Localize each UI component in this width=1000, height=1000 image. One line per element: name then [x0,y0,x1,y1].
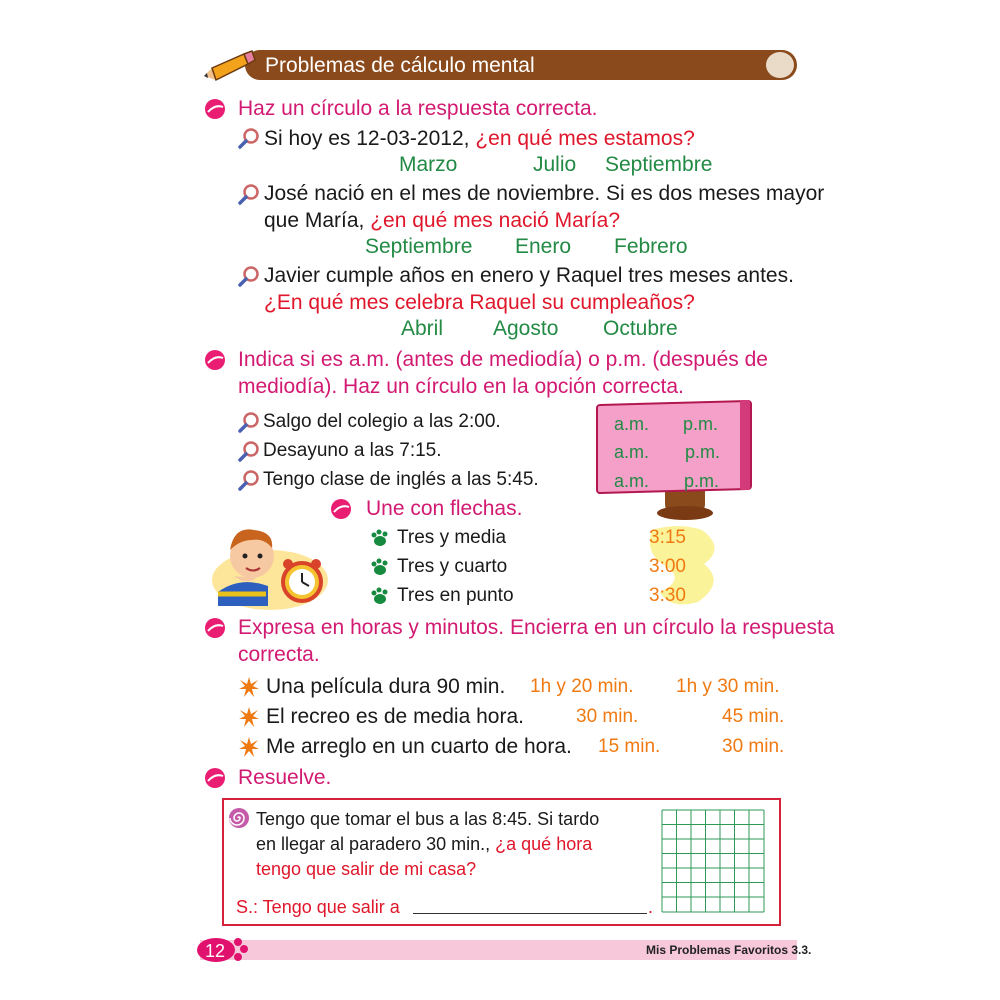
magnifier-icon [238,127,260,149]
ampm-item-2: Desayuno a las 7:15. [263,440,442,461]
q1-statement: Si hoy es 12-03-2012, [264,127,470,150]
magnifier-icon [238,440,260,462]
board-stand-base [657,506,713,520]
section4-instruction-a: Expresa en horas y minutos. Encierra en un círculo la respuesta [238,616,835,639]
am-option-1[interactable]: a.m. [614,414,650,434]
match-left-3[interactable]: Tres en punto [397,585,514,606]
section3-instruction: Une con flechas. [366,497,523,520]
q1-option-1[interactable]: Marzo [399,153,458,176]
q2-option-1[interactable]: Septiembre [365,235,473,258]
section-bullet-icon [330,498,352,520]
hours-row-1-text: Una película dura 90 min. [266,675,506,698]
magnifier-icon [238,265,260,287]
q2-option-3[interactable]: Febrero [614,235,688,258]
answer-period: . [648,897,654,917]
pm-option-1[interactable]: p.m. [683,414,719,434]
section1-instruction: Haz un círculo a la respuesta correcta. [238,97,598,120]
pencil-icon [200,48,256,84]
q2-statement: José nació en el mes de noviembre. Si es dos meses mayor [264,182,825,205]
pm-option-3[interactable]: p.m. [684,471,720,491]
match-right-1[interactable]: 3:15 [649,527,686,548]
paw-icon [370,528,390,548]
q2-line2 [264,208,620,234]
q1-option-2[interactable]: Julio [533,153,577,176]
splat-icon [238,706,260,728]
hours-row-1-option-a[interactable]: 1h y 20 min. [530,676,634,697]
q1-text [264,126,695,152]
problem-line-2a: en llegar al paradero 30 min., [256,834,491,854]
q3-question: ¿En qué mes celebra Raquel su cumpleaños? [264,291,695,314]
magnifier-icon [238,183,260,205]
section-bullet-icon [204,617,226,639]
page-number: 12 [205,941,226,961]
hours-row-2-text: El recreo es de media hora. [266,705,524,728]
hours-row-2-option-b[interactable]: 45 min. [722,706,785,727]
problem-line-2b: ¿a qué hora [495,834,593,854]
book-title: Mis Problemas Favoritos 3.3. [646,943,812,957]
section2-instruction-a: Indica si es a.m. (antes de mediodía) o p.m. (después de [238,348,768,371]
q3-statement: Javier cumple años en enero y Raquel tres meses antes. [264,264,794,287]
spiral-icon [228,807,250,829]
q3-option-3[interactable]: Octubre [603,317,678,340]
section2-instruction-b: mediodía). Haz un círculo en la opción correcta. [238,375,684,398]
boy-with-clock-illustration [210,516,330,612]
hours-row-3-option-a[interactable]: 15 min. [598,736,661,757]
section5-instruction: Resuelve. [238,766,332,789]
match-right-2[interactable]: 3:00 [649,556,686,577]
header-end-circle [766,52,794,78]
magnifier-icon [238,411,260,433]
section-bullet-icon [204,349,226,371]
q2-statement-2: que María, [264,209,365,232]
hours-row-3-text: Me arreglo en un cuarto de hora. [266,735,572,758]
hours-row-2-option-a[interactable]: 30 min. [576,706,639,727]
splat-icon [238,736,260,758]
q2-option-2[interactable]: Enero [515,235,572,258]
grid-workspace[interactable] [661,809,765,913]
q3-option-1[interactable]: Abril [401,317,444,340]
section-bullet-icon [204,98,226,120]
section-bullet-icon [204,767,226,789]
paw-icon [370,557,390,577]
answer-blank-line[interactable] [413,913,647,914]
hours-row-3-option-b[interactable]: 30 min. [722,736,785,757]
match-left-1[interactable]: Tres y media [397,527,507,548]
ampm-item-3: Tengo clase de inglés a las 5:45. [263,469,539,490]
q1-question: ¿en qué mes estamos? [475,127,695,150]
paw-icon [370,586,390,606]
page-title: Problemas de cálculo mental [265,54,535,77]
section4-instruction-b: correcta. [238,643,320,666]
magnifier-icon [238,469,260,491]
q1-option-3[interactable]: Septiembre [605,153,713,176]
problem-line-3: tengo que salir de mi casa? [256,859,477,879]
problem-line-2 [256,831,592,857]
am-option-2[interactable]: a.m. [614,442,650,462]
hours-row-1-option-b[interactable]: 1h y 30 min. [676,676,780,697]
q3-option-2[interactable]: Agosto [493,317,559,340]
q2-question: ¿en qué mes nació María? [370,209,621,232]
problem-line-1: Tengo que tomar el bus a las 8:45. Si tardo [256,809,600,829]
answer-label: S.: Tengo que salir a [236,897,400,917]
board-edge [740,400,750,490]
match-left-2[interactable]: Tres y cuarto [397,556,508,577]
match-right-3[interactable]: 3:30 [649,585,686,606]
splat-icon [238,676,260,698]
pm-option-2[interactable]: p.m. [685,442,721,462]
ampm-item-1: Salgo del colegio a las 2:00. [263,411,501,432]
am-option-3[interactable]: a.m. [614,471,650,491]
